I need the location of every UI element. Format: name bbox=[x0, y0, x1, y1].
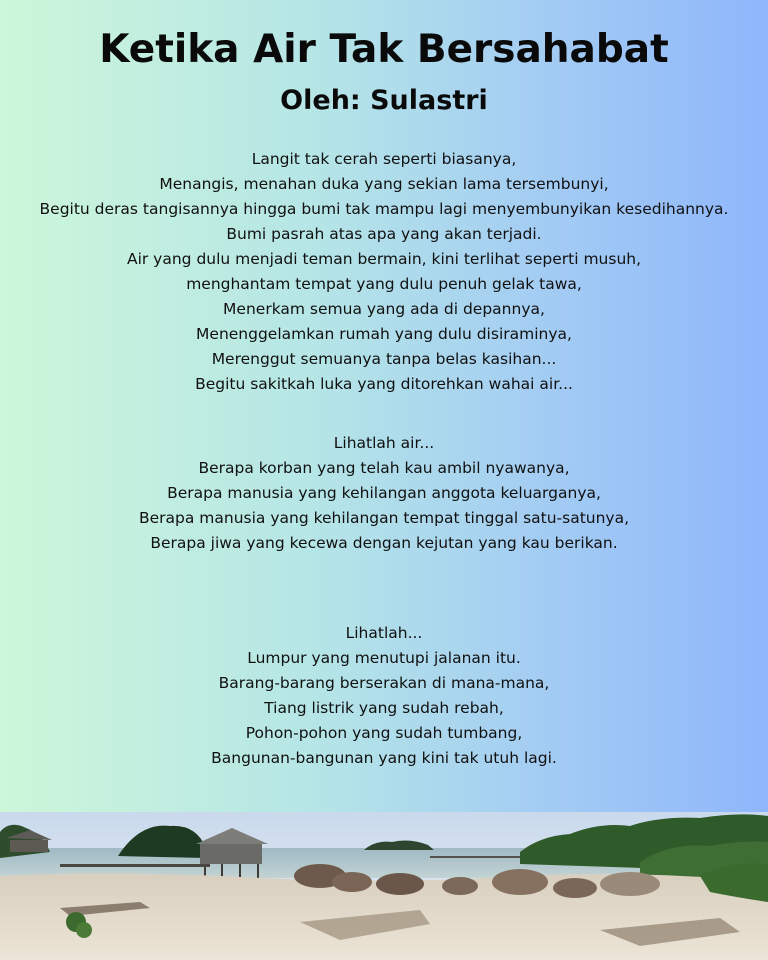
poem-line: Begitu deras tangisannya hingga bumi tak mampu lagi menyembunyikan kesedihannya. bbox=[39, 200, 729, 218]
stanza-1 bbox=[0, 147, 768, 397]
poem-line: Berapa korban yang telah kau ambil nyawanya, bbox=[198, 459, 570, 477]
poem-line: Barang-barang berserakan di mana-mana, bbox=[218, 674, 550, 692]
poem-line: Berapa jiwa yang kecewa dengan kejutan yang kau berikan. bbox=[150, 534, 618, 552]
poem-line: Langit tak cerah seperti biasanya, bbox=[251, 150, 517, 168]
poem-line: Menenggelamkan rumah yang dulu disiraminya, bbox=[196, 325, 572, 343]
poem-line: Lihatlah air... bbox=[333, 434, 435, 452]
poem-line: Tiang listrik yang sudah rebah, bbox=[264, 699, 504, 717]
poem-line: Berapa manusia yang kehilangan anggota keluarganya, bbox=[167, 484, 601, 502]
poem-line: Berapa manusia yang kehilangan tempat tinggal satu-satunya, bbox=[138, 509, 630, 527]
poem-line: Merenggut semuanya tanpa belas kasihan... bbox=[211, 350, 557, 368]
poem-line: Bangunan-bangunan yang kini tak utuh lagi. bbox=[211, 749, 557, 767]
poem-line: Pohon-pohon yang sudah tumbang, bbox=[245, 724, 523, 742]
poem-line: Menangis, menahan duka yang sekian lama tersembunyi, bbox=[159, 175, 609, 193]
poem-line: Begitu sakitkah luka yang ditorehkan wahai air... bbox=[195, 375, 573, 393]
stanza-2 bbox=[0, 431, 768, 556]
poem-author: Oleh: Sulastri bbox=[280, 85, 488, 116]
poem-title: Ketika Air Tak Bersahabat bbox=[99, 27, 669, 72]
poem-line: Bumi pasrah atas apa yang akan terjadi. bbox=[226, 225, 542, 243]
poem-line: Air yang dulu menjadi teman bermain, kini terlihat seperti musuh, bbox=[126, 250, 642, 268]
beach-photo bbox=[0, 812, 768, 960]
poem-line: Lumpur yang menutupi jalanan itu. bbox=[247, 649, 521, 667]
poem-line: Lihatlah... bbox=[345, 624, 423, 642]
poem-line: menghantam tempat yang dulu penuh gelak tawa, bbox=[186, 275, 582, 293]
stanza-3 bbox=[0, 621, 768, 771]
poem-line: Menerkam semua yang ada di depannya, bbox=[223, 300, 545, 318]
beach-panorama-image bbox=[0, 812, 768, 960]
